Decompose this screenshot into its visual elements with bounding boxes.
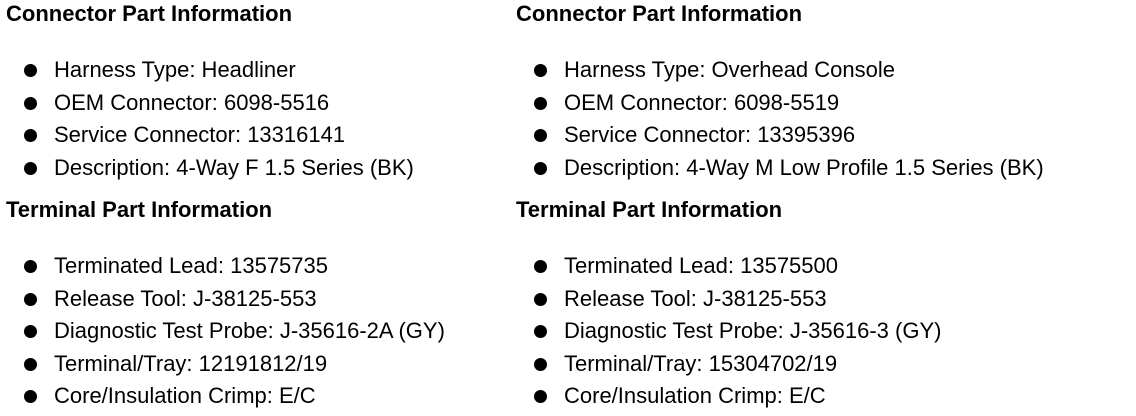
bullet-icon xyxy=(534,390,547,403)
connector-part-info-heading: Connector Part Information xyxy=(6,1,293,26)
bullet-icon xyxy=(24,390,37,403)
list-item xyxy=(516,283,941,316)
list-item xyxy=(6,119,414,152)
list-item-text: Core/Insulation Crimp: E/C xyxy=(564,383,826,408)
bullet-icon xyxy=(534,162,547,175)
bullet-icon xyxy=(534,293,547,306)
list-item xyxy=(6,152,414,185)
list-item xyxy=(6,87,414,120)
list-item xyxy=(6,315,445,348)
list-item xyxy=(6,54,414,87)
list-item xyxy=(516,380,941,413)
bullet-icon xyxy=(24,358,37,371)
list-item xyxy=(516,315,941,348)
list-item-text: Release Tool: J-38125-553 xyxy=(564,285,827,311)
list-item xyxy=(6,380,445,413)
list-item-text: OEM Connector: 6098-5516 xyxy=(54,89,330,115)
bullet-icon xyxy=(24,97,37,110)
list-item-text: Release Tool: J-38125-553 xyxy=(54,285,317,311)
bullet-icon xyxy=(534,358,547,371)
list-item xyxy=(6,250,445,283)
list-item-text: Diagnostic Test Probe: J-35616-2A (GY) xyxy=(54,318,445,343)
list-item-text: Terminated Lead: 13575735 xyxy=(54,253,328,278)
bullet-icon xyxy=(534,64,547,77)
list-item-text: Diagnostic Test Probe: J-35616-3 (GY) xyxy=(564,318,942,343)
list-item xyxy=(6,348,445,381)
list-item xyxy=(516,348,941,381)
list-item xyxy=(516,54,1044,87)
list-item-text: Description: 4-Way F 1.5 Series (BK) xyxy=(54,154,414,180)
bullet-icon xyxy=(534,97,547,110)
list-item-text: Service Connector: 13395396 xyxy=(564,122,856,147)
list-item-text: OEM Connector: 6098-5519 xyxy=(564,89,840,115)
bullet-icon xyxy=(24,129,37,142)
list-item xyxy=(516,87,1044,120)
list-item xyxy=(6,283,445,316)
list-item-text: Description: 4-Way M Low Profile 1.5 Series (BK) xyxy=(564,154,1044,180)
connector-part-info-list xyxy=(6,54,414,184)
connector-part-info-heading: Connector Part Information xyxy=(516,1,803,26)
bullet-icon xyxy=(534,260,547,273)
list-item-text: Harness Type: Headliner xyxy=(54,57,296,82)
list-item-text: Core/Insulation Crimp: E/C xyxy=(54,383,316,408)
list-item-text: Terminated Lead: 13575500 xyxy=(564,253,838,278)
bullet-icon xyxy=(24,162,37,175)
list-item-text: Service Connector: 13316141 xyxy=(54,122,346,147)
bullet-icon xyxy=(24,260,37,273)
terminal-part-info-list xyxy=(6,250,445,413)
list-item xyxy=(516,119,1044,152)
terminal-part-info-heading: Terminal Part Information xyxy=(516,197,783,222)
list-item xyxy=(516,152,1044,185)
terminal-part-info-list xyxy=(516,250,941,413)
bullet-icon xyxy=(24,325,37,338)
terminal-part-info-heading: Terminal Part Information xyxy=(6,197,273,222)
bullet-icon xyxy=(534,129,547,142)
connector-part-info-list xyxy=(516,54,1044,184)
bullet-icon xyxy=(24,293,37,306)
list-item-text: Harness Type: Overhead Console xyxy=(564,57,895,82)
bullet-icon xyxy=(24,64,37,77)
bullet-icon xyxy=(534,325,547,338)
list-item xyxy=(516,250,941,283)
list-item-text: Terminal/Tray: 15304702/19 xyxy=(564,350,838,376)
list-item-text: Terminal/Tray: 12191812/19 xyxy=(54,350,328,376)
